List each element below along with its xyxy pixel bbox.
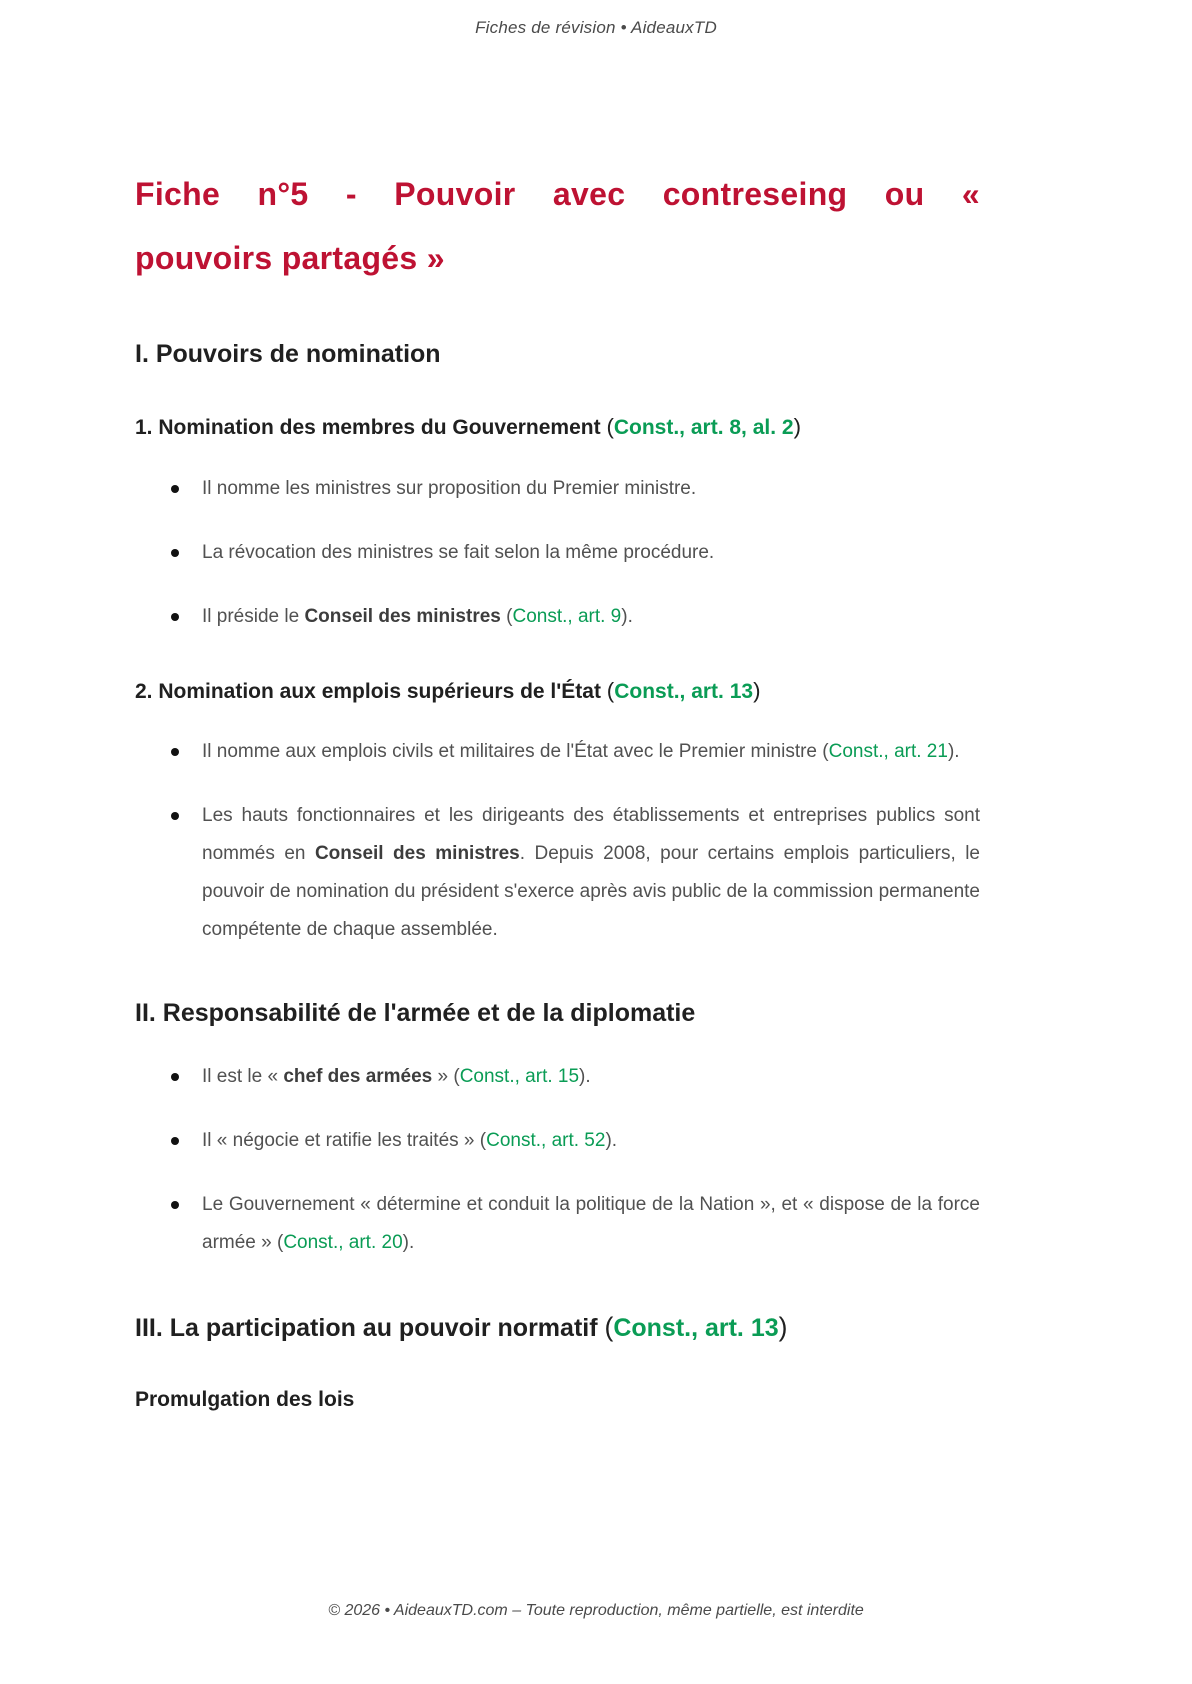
- list-item: [135, 534, 980, 572]
- document-title-line1: Fiche n°5 - Pouvoir avec contreseing ou «: [135, 176, 980, 212]
- text-run: ): [793, 414, 802, 440]
- text-run: Promulgation des lois: [135, 1387, 355, 1411]
- list-item: [135, 598, 980, 636]
- list-item: [135, 733, 980, 771]
- text-run: ).: [621, 605, 633, 627]
- text-run: (: [500, 605, 513, 627]
- text-run: Il préside le: [202, 605, 305, 627]
- section-heading-3: [135, 1308, 980, 1346]
- footer-text: © 2026 • AideauxTD.com – Toute reproduction, même partielle, est interdite: [328, 1602, 864, 1619]
- text-run: ).: [947, 741, 960, 763]
- text-run: La révocation des ministres se fait selon la même procédure.: [202, 541, 715, 563]
- page-footer: [0, 1602, 1192, 1620]
- constitution-reference: Const., art. 15: [459, 1065, 580, 1087]
- text-run: Il « négocie et ratifie les traités » (: [202, 1129, 487, 1151]
- list-item-text: [202, 534, 980, 572]
- text-run: ): [778, 1311, 788, 1342]
- list-item: [135, 470, 980, 508]
- text-run: Les hauts fonctionnaires et les dirigeants des établissements et entreprises publics sont nommés en: [202, 805, 980, 865]
- document-title-line2: pouvoirs partagés »: [135, 240, 445, 276]
- constitution-reference: Const., art. 52: [486, 1129, 606, 1151]
- list-item-text: [202, 1186, 980, 1262]
- text-run: Il est le «: [202, 1065, 284, 1087]
- constitution-reference: Const., art. 20: [283, 1231, 403, 1253]
- subsection-heading-1-2: [135, 674, 980, 708]
- constitution-reference: Const., art. 21: [828, 741, 948, 763]
- text-run: Conseil des ministres: [314, 843, 520, 865]
- text-run: Le Gouvernement « détermine et conduit la politique de la Nation », et « dispose de la force armée » (: [202, 1193, 980, 1253]
- bullet-icon: [171, 812, 179, 820]
- text-run: » (: [432, 1065, 460, 1087]
- text-run: Conseil des ministres: [304, 605, 501, 627]
- constitution-reference: Const., art. 9: [512, 605, 622, 627]
- document-body: [135, 162, 980, 1415]
- constitution-reference: Const., art. 8, al. 2: [613, 416, 794, 440]
- text-run: (: [606, 677, 615, 703]
- subsection-heading-1-1: [135, 410, 980, 444]
- constitution-reference: Const., art. 13: [613, 1313, 779, 1342]
- list-item: [135, 797, 980, 949]
- text-run: II. Responsabilité de l'armée et de la diplomatie: [135, 999, 696, 1028]
- text-run: chef des armées: [283, 1065, 433, 1087]
- text-run: . Depuis 2008, pour certains emplois particuliers, le pouvoir de nomination du président s'exerce après avis public de la commission permanente compétente de chaque assemblée.: [202, 843, 980, 941]
- bullet-icon: [171, 1201, 179, 1209]
- document-content: [135, 336, 980, 1415]
- bullet-icon: [171, 613, 179, 621]
- list-item: [135, 1122, 980, 1160]
- text-run: ).: [579, 1065, 591, 1087]
- subsection-heading-3-1: [135, 1384, 980, 1416]
- list-item-text: [202, 598, 980, 636]
- section-heading-2: [135, 995, 980, 1031]
- text-run: ).: [402, 1231, 415, 1253]
- text-run: 2. Nomination aux emplois supérieurs de l'État: [135, 679, 607, 703]
- text-run: 1. Nomination des membres du Gouvernement: [135, 416, 607, 440]
- bullet-icon: [171, 549, 179, 557]
- text-run: ).: [605, 1129, 618, 1151]
- text-run: III. La participation au pouvoir normatif: [135, 1313, 605, 1342]
- document-title: [135, 162, 980, 290]
- list-item-text: [202, 470, 980, 508]
- list-item-text: [202, 1122, 980, 1160]
- bullet-icon: [171, 1137, 179, 1145]
- text-run: Il nomme les ministres sur proposition du Premier ministre.: [202, 477, 697, 499]
- text-run: Il nomme aux emplois civils et militaires de l'État avec le Premier ministre (: [202, 741, 829, 763]
- constitution-reference: Const., art. 13: [614, 679, 754, 703]
- list-item-text: [202, 733, 980, 771]
- text-run: ): [753, 677, 761, 703]
- bullet-icon: [171, 485, 179, 493]
- bullet-icon: [171, 1073, 179, 1081]
- page-header: [0, 18, 1192, 38]
- list-item-text: [202, 797, 980, 949]
- bullet-icon: [171, 748, 179, 756]
- section-heading-1: [135, 336, 980, 372]
- list-item-text: [202, 1058, 980, 1096]
- text-run: I. Pouvoirs de nomination: [135, 340, 441, 368]
- text-run: (: [606, 414, 614, 440]
- list-item: [135, 1058, 980, 1096]
- list-item: [135, 1186, 980, 1262]
- header-text: Fiches de révision • AideauxTD: [475, 18, 717, 37]
- text-run: (: [604, 1311, 614, 1342]
